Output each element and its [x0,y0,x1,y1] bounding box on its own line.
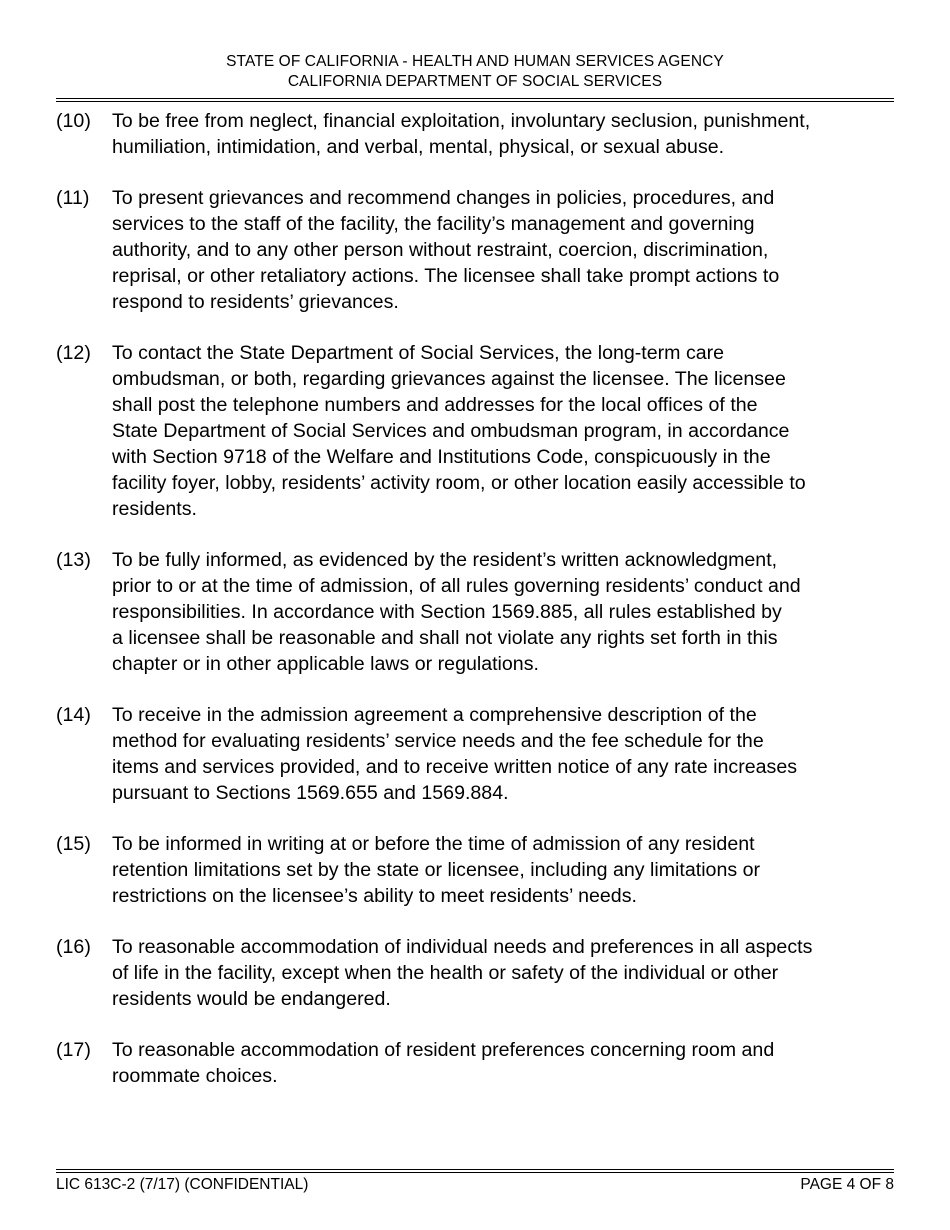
item-text: To be informed in writing at or before the time of admission of any resident retention limitations set by the state or licensee, including any limitations or restrictions on the licensee’s ability to meet residents’ needs. [112,833,761,907]
item-text: To receive in the admission agreement a comprehensive description of the method for evaluating residents’ service needs and the fee schedule for the items and services provided, and to receive written notice of any rate increases pursuant to Sections 1569.655 and 1569.884. [112,704,798,804]
rights-list [56,108,896,1114]
item-number: (11) [56,187,90,209]
footer-divider [56,1169,894,1173]
header-department: CALIFORNIA DEPARTMENT OF SOCIAL SERVICES [287,73,663,90]
item-number: (10) [56,110,91,132]
page-number: PAGE 4 OF 8 [800,1176,894,1193]
form-id: LIC 613C-2 (7/17) (CONFIDENTIAL) [56,1176,309,1193]
list-item [56,547,896,677]
list-item [56,1037,896,1089]
item-number: (12) [56,342,91,364]
item-number: (13) [56,549,91,571]
item-text: To present grievances and recommend changes in policies, procedures, and services to the staff of the facility, the facility’s management and governing authority, and to any other person without restraint, coercion, discrimination, reprisal, or other retaliatory actions. The licensee shall take prompt actions to respond to residents’ grievances. [112,187,780,313]
list-item [56,831,896,909]
item-text: To be free from neglect, financial exploitation, involuntary seclusion, punishment, humiliation, intimidation, and verbal, mental, physical, or sexual abuse. [112,110,811,158]
header-divider [56,98,894,102]
item-number: (14) [56,704,91,726]
list-item [56,108,896,160]
list-item [56,185,896,315]
list-item [56,702,896,806]
item-number: (16) [56,936,91,958]
item-number: (17) [56,1039,91,1061]
list-item [56,340,896,522]
item-text: To reasonable accommodation of resident preferences concerning room and roommate choices. [112,1039,775,1087]
item-number: (15) [56,833,91,855]
item-text: To be fully informed, as evidenced by the resident’s written acknowledgment, prior to or at the time of admission, of all rules governing residents’ conduct and responsibilities. In accordance with Section 1569.885, all rules established by a licensee shall be reasonable and shall not violate any rights set forth in this chapter or in other applicable laws or regulations. [112,549,801,675]
document-header [0,52,950,92]
item-text: To contact the State Department of Social Services, the long-term care ombudsman, or both, regarding grievances against the licensee. The licensee shall post the telephone numbers and addresses for the local offices of the State Department of Social Services and ombudsman program, in accordance with Section 9718 of the Welfare and Institutions Code, conspicuously in the facility foyer, lobby, residents’ activity room, or other location easily accessible to residents. [112,342,806,520]
list-item [56,934,896,1012]
header-agency: STATE OF CALIFORNIA - HEALTH AND HUMAN SERVICES AGENCY [226,53,724,70]
item-text: To reasonable accommodation of individual needs and preferences in all aspects of life in the facility, except when the health or safety of the individual or other residents would be endangered. [112,936,813,1010]
document-footer [56,1175,894,1195]
